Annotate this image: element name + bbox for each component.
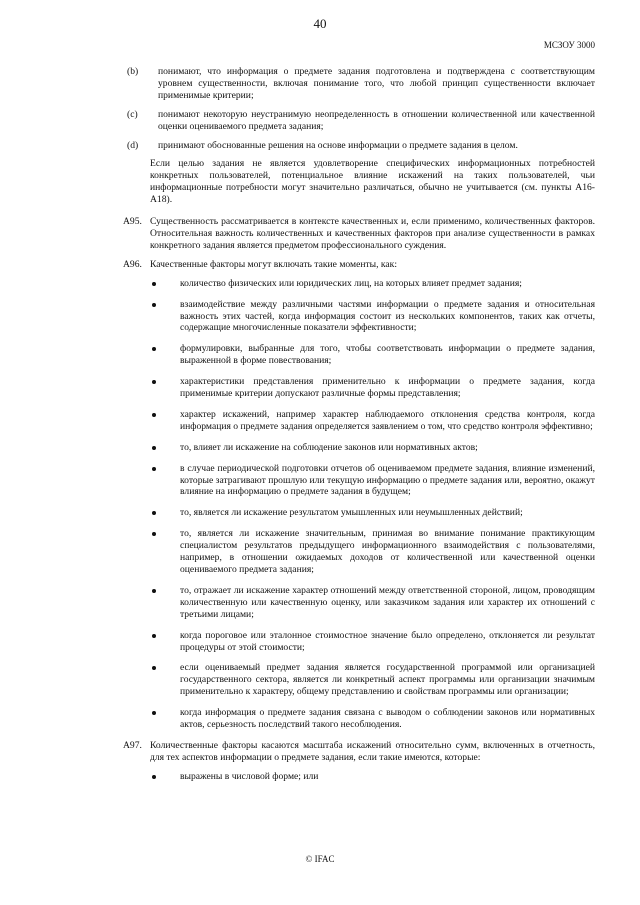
bullet-icon <box>152 347 156 351</box>
page-number: 40 <box>313 16 327 31</box>
sub-item-d <box>123 140 595 152</box>
sub-item-label: (d) <box>127 139 139 151</box>
paragraph-a97 <box>123 740 595 764</box>
list-item-text: то, влияет ли искажение на соблюдение законов или нормативных актов; <box>180 441 478 453</box>
sub-item-c <box>123 109 595 133</box>
bullet-icon <box>152 446 156 450</box>
list-item-text: характеристики представления применительно к информации о предмете задания, когда применимые критерии допускают различные формы представления; <box>180 376 595 400</box>
bullet-icon <box>152 775 156 779</box>
standard-code: МСЗОУ 3000 <box>543 40 595 50</box>
page-content <box>123 66 595 792</box>
bullet-icon <box>152 589 156 593</box>
bullet-icon <box>152 467 156 471</box>
bullet-icon <box>152 282 156 286</box>
list-item-text: характер искажений, например характер наблюдаемого отклонения средства контроля, когда информация о предмете задания определяется заявлением о том, что средство контроля эффективно; <box>180 408 595 432</box>
bullet-icon <box>152 413 156 417</box>
paragraph-text: Качественные факторы могут включать такие моменты, как: <box>150 258 398 270</box>
paragraph-text: Количественные факторы касаются масштаба искажений относительно сумм, включенных в отчетность, для тех аспектов информации о предмете задания, если такие имеются, которые: <box>150 739 595 763</box>
list-item <box>123 507 595 519</box>
footer-copyright: © IFAC <box>305 854 335 864</box>
paragraph-number: A95. <box>123 216 142 228</box>
list-item <box>123 630 595 654</box>
list-item-text: то, отражает ли искажение характер отношений между ответственной стороной, лицом, проводящим количественную или качественную оценку, или заказчиком задания или характер их отношений с третьими лицами; <box>180 584 595 620</box>
bullet-icon <box>152 303 156 307</box>
list-item <box>123 299 595 335</box>
bullet-icon <box>152 380 156 384</box>
sub-item-label: (c) <box>127 108 138 120</box>
bullet-icon <box>152 634 156 638</box>
list-item-text: то, является ли искажение результатом умышленных или неумышленных действий; <box>180 507 523 519</box>
paragraph-text: Существенность рассматривается в контексте качественных и, если применимо, количественных факторов. Относительная важность количественных и качественных факторов при анализе существенности в рамках конкретного задания является предметом профессионального суждения. <box>150 216 595 251</box>
list-item <box>123 409 595 433</box>
list-item <box>123 771 595 783</box>
list-item <box>123 442 595 454</box>
list-item <box>123 463 595 499</box>
list-item <box>123 707 595 731</box>
sub-item-text: принимают обоснованные решения на основе информации о предмете задания в целом. <box>158 139 518 151</box>
sub-item-label: (b) <box>127 66 139 77</box>
list-item-text: количество физических или юридических лиц, на которых влияет предмет задания; <box>180 277 522 289</box>
list-item-text: в случае периодической подготовки отчетов об оцениваемом предмете задания, влияние изменений, которые затрагивают прошлую или текущую информацию о предмете задания или, вероятно, окажут влияние на информацию о предмете задания в будущем; <box>180 462 595 498</box>
list-item <box>123 585 595 621</box>
bullet-icon <box>152 511 156 515</box>
list-item-text: формулировки, выбранные для того, чтобы соответствовать информации о предмете задания, выраженной в форме повествования; <box>180 343 595 367</box>
list-item-text: выражены в числовой форме; или <box>180 770 319 782</box>
list-item-text: если оцениваемый предмет задания является государственной программой или организацией государственного сектора, является ли конкретный аспект программы или организации значимым применительно к характеру, общему представлению и свойствам программы или организации; <box>180 662 595 698</box>
list-item <box>123 343 595 367</box>
sub-item-text: понимают некоторую неустранимую неопределенность в отношении количественной или качественной оценки оцениваемого предмета задания; <box>158 108 595 132</box>
list-item-text: взаимодействие между различными частями информации о предмете задания и относительная важность этих частей, когда информация состоит из нескольких компонентов, таких как отчеты, содержащие многочисленные показатели эффективности; <box>180 298 595 334</box>
list-item <box>123 376 595 400</box>
list-item-text: когда информация о предмете задания связана с выводом о соблюдении законов или нормативных актов, серьезность последствий такого несоблюдения. <box>180 707 595 731</box>
quantitative-factors-list <box>123 771 595 783</box>
qualitative-factors-list <box>123 278 595 731</box>
list-item <box>123 662 595 698</box>
bullet-icon <box>152 666 156 670</box>
list-item-text: когда пороговое или эталонное стоимостное значение было определено, отклоняется ли результат процедуры от этой стоимости; <box>180 629 595 653</box>
list-item <box>123 528 595 576</box>
paragraph-number: A96. <box>123 258 142 270</box>
note-paragraph: Если целью задания не является удовлетворение специфических информационных потребностей конкретных пользователей, потенциальное влияние искажений на таких пользователей, чьи информационные потребности могут значительно различаться, обычно не учитывается (см. пункты A16-A18). <box>150 158 595 206</box>
bullet-icon <box>152 532 156 536</box>
list-item <box>123 278 595 290</box>
paragraph-number: A97. <box>123 739 142 751</box>
paragraph-a95 <box>123 216 595 252</box>
paragraph-a96 <box>123 259 595 271</box>
sub-item-b <box>123 66 595 102</box>
list-item-text: то, является ли искажение значительным, принимая во внимание понимание практикующим специалистом результатов предыдущего информационного взаимодействия с пользователями, например, в отношении ожидаемых доходов от количественной или качественной оценки оцениваемого предмета задания; <box>180 528 595 575</box>
bullet-icon <box>152 711 156 715</box>
sub-item-text: понимают, что информация о предмете задания подготовлена и подтверждена с соответствующим уровнем существенности, включая понимание того, что любой принцип существенности включает применимые критерии; <box>158 66 595 101</box>
